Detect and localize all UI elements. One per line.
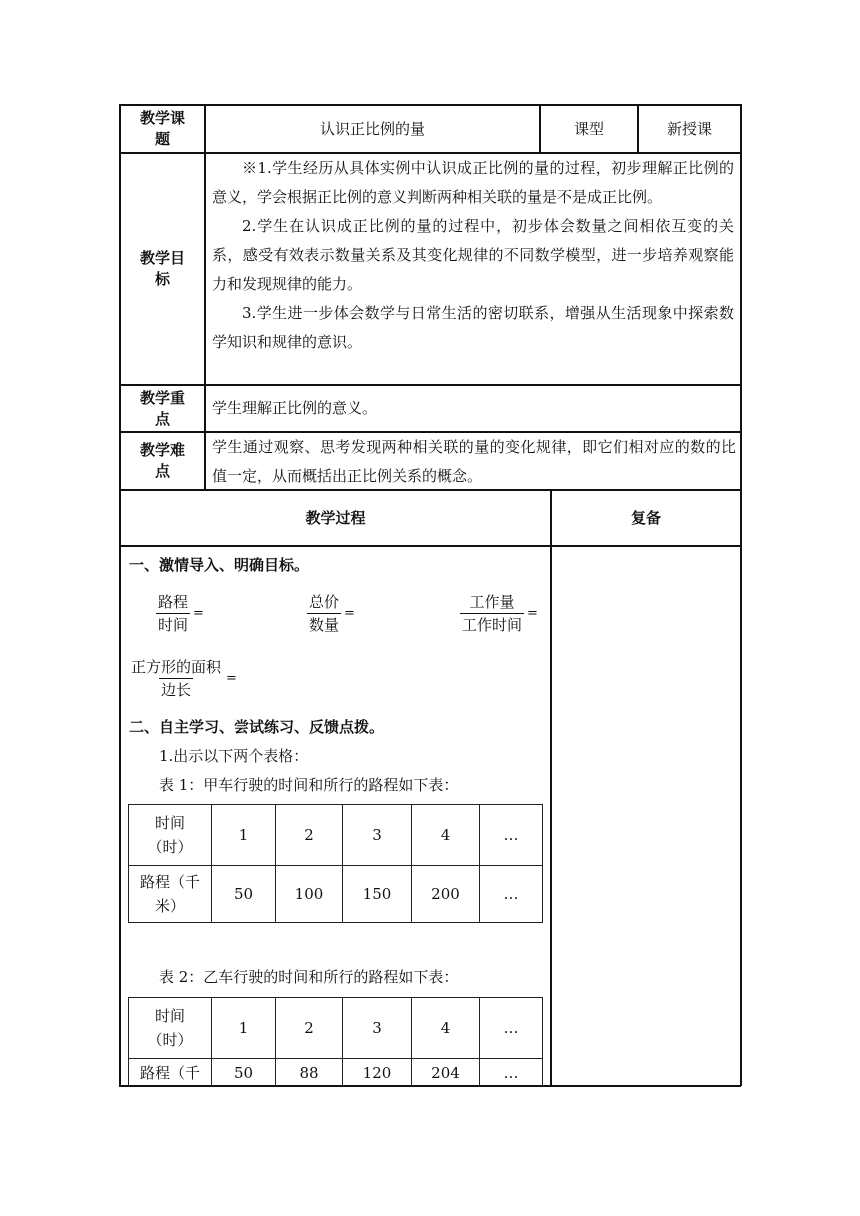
objectives-text: [212, 154, 734, 357]
section-2-heading: 二、自主学习、尝试练习、反馈点拨。: [129, 718, 385, 736]
table-1-cell: …: [503, 885, 519, 903]
table-1-cell: …: [503, 826, 519, 844]
table-1-cell: 2: [304, 826, 314, 844]
type-label: 课型: [573, 119, 604, 138]
table-1-cell: 4: [440, 826, 451, 844]
step-1-text: 1.出示以下两个表格：: [159, 747, 309, 765]
table-2-cell: 50: [233, 1063, 254, 1082]
prep-label: 复备: [630, 508, 661, 527]
fraction-speed: $\frac{\text{路程}}{\text{时间}}$ =: [158, 593, 204, 634]
objectives-label: 教学目标: [139, 249, 185, 288]
key-point-text: 学生理解正比例的意义。: [212, 399, 378, 417]
fraction-square: $\frac{\text{正方形的面积}}{\text{边长}}$ =: [131, 658, 237, 699]
type-value: 新授课: [666, 119, 712, 138]
table-2-caption: 表 2：乙车行驶的时间和所行的路程如下表：: [159, 968, 459, 986]
difficulty-label: 教学难点: [139, 441, 185, 480]
objective-1: ※1.学生经历从具体实例中认识成正比例的量的过程，初步理解正比例的意义，学会根据正比例的意义判断两种相关联的量是不是成正比例。: [212, 159, 734, 206]
fraction-efficiency: $\frac{\text{工作量}}{\text{工作时间}}$ =: [462, 593, 538, 634]
difficulty-text: 学生通过观察、思考发现两种相关联的量的变化规律，即它们相对应的数的比值一定，从而概括出正比例关系的概念。: [212, 438, 736, 485]
table-1-row-2-label: 路程（千米）: [139, 873, 200, 915]
table-1-cell: 100: [294, 885, 324, 903]
table-2-cell: 1: [238, 1019, 249, 1037]
table-1-cell: 1: [238, 826, 249, 844]
table-1-cell: 50: [233, 885, 254, 903]
table-2-row-2-label: 路程（千: [139, 1063, 200, 1082]
table-2-cell: 120: [362, 1063, 392, 1082]
process-label: 教学过程: [305, 508, 366, 527]
table-1-cell: 150: [362, 885, 392, 903]
table-2-cell: 3: [372, 1019, 382, 1037]
table-2-cell: 4: [440, 1019, 451, 1037]
topic-value: 认识正比例的量: [319, 119, 425, 138]
table-2-cell: 204: [431, 1063, 460, 1082]
table-2-cell: …: [503, 1019, 519, 1037]
objective-3: 3.学生进一步体会数学与日常生活的密切联系，增强从生活现象中探索数学知识和规律的意识。: [212, 304, 734, 351]
key-point-label: 教学重点: [139, 388, 185, 428]
topic-label: 教学课题: [139, 109, 185, 148]
fraction-price: $\frac{\text{总价}}{\text{数量}}$ =: [309, 593, 355, 634]
table-2-row-1-label: 时间（时）: [147, 1007, 193, 1049]
section-1-heading: 一、激情导入、明确目标。: [129, 556, 310, 574]
table-1-row-1-label: 时间（时）: [147, 814, 193, 856]
table-2-cell: 88: [299, 1063, 319, 1082]
table-2-cell: …: [503, 1063, 519, 1082]
table-1-cell: 200: [431, 885, 460, 903]
table-1-caption: 表 1：甲车行驶的时间和所行的路程如下表：: [159, 776, 459, 794]
table-2-cell: 2: [304, 1019, 314, 1037]
objective-2: 2.学生在认识成正比例的量的过程中，初步体会数量之间相依互变的关系，感受有效表示数量关系及其变化规律的不同数学模型，进一步培养观察能力和发现规律的能力。: [212, 217, 734, 293]
table-1-cell: 3: [372, 826, 382, 844]
